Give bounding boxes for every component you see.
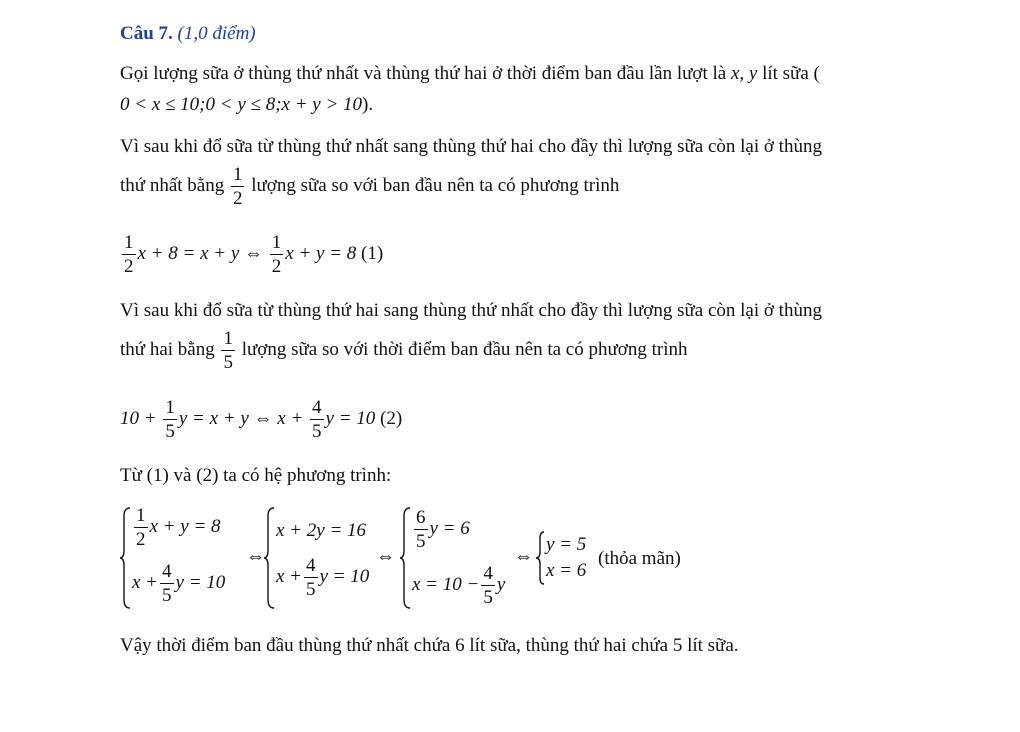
system-4: [536, 530, 706, 586]
system-4-note: (thỏa mãn): [598, 548, 681, 569]
s1-frac-1: $\frac{1}{2}$: [136, 505, 146, 550]
system-4-row-1: [546, 534, 586, 556]
eq2-pre: 10 +: [120, 407, 157, 429]
system-2-row-1: [276, 520, 366, 542]
question-heading: [120, 24, 256, 43]
s2-r2-post: y = 10: [319, 565, 370, 587]
conclusion-c: lít sữa.: [687, 635, 739, 656]
left-brace-icon: [400, 506, 412, 610]
p3-text-a: thứ hai bằng: [120, 338, 215, 360]
eq1-right: x + y = 8: [285, 242, 357, 264]
system-1-row-2: [132, 562, 225, 605]
conclusion-b: lít sữa, thùng thứ hai chứa: [469, 635, 669, 656]
p2-text-b: lượng sữa so với ban đầu nên ta có phương trình: [251, 174, 620, 196]
eq2-fraction-b: $\frac{4}{5}$: [312, 397, 322, 442]
paragraph-3-line-1: Vì sau khi đổ sữa từ thùng thứ hai sang thùng thứ nhất cho đầy thì lượng sữa còn lại ở thùng: [120, 300, 822, 321]
s2-r1-text: x + 2y = 16: [276, 520, 367, 541]
s2-frac: $\frac{4}{5}$: [306, 555, 316, 600]
s3-frac-1: $\frac{6}{5}$: [416, 507, 426, 552]
p2-text-a: thứ nhất bằng: [120, 174, 225, 196]
eq1-left: x + 8 = x + y ⇔: [137, 242, 264, 264]
p1-text-a: Gọi lượng sữa ở thùng thứ nhất và thùng thứ hai ở thời điểm ban đầu lần lượt là: [120, 63, 727, 84]
equivalence-arrow-1: ⇔: [246, 546, 265, 567]
system-2: [264, 506, 384, 610]
system-3: [400, 506, 512, 610]
s3-r2-pre: x = 10 −: [412, 573, 480, 595]
s4-r1-text: y = 5: [546, 534, 587, 555]
s3-frac-2: $\frac{4}{5}$: [483, 563, 493, 608]
s3-r1-text: y = 6: [429, 517, 470, 539]
p1-text-b: lít sữa (: [762, 63, 820, 84]
eq1-fraction-a: $\frac{1}{2}$: [124, 232, 134, 277]
fraction-one-fifth: $\frac{1}{5}$: [223, 328, 233, 373]
paragraph-2-line-2: [120, 165, 619, 208]
left-brace-icon: [536, 530, 546, 586]
eq1-fraction-b: $\frac{1}{2}$: [271, 232, 282, 277]
question-label: Câu 7.: [120, 23, 173, 44]
system-2-row-2: [276, 556, 369, 599]
s1-r2-pre: x +: [132, 571, 159, 593]
p1-conditions: 0 < x ≤ 10;0 < y ≤ 8;x + y > 10: [120, 94, 363, 115]
eq2-post: y = 10: [325, 407, 376, 429]
p3-text-b: lượng sữa so với thời điểm ban đầu nên ta có phương trình: [241, 338, 688, 360]
question-points: (1,0 điểm): [177, 23, 256, 44]
eq1-tag: (1): [361, 242, 384, 264]
conclusion-a: Vậy thời điểm ban đầu thùng thứ nhất chứa: [120, 635, 451, 656]
eq2-mid: y = x + y ⇔ x +: [178, 407, 304, 429]
system-1: [120, 506, 240, 610]
system-3-row-1: [412, 508, 470, 551]
s1-frac-2: $\frac{4}{5}$: [162, 561, 172, 606]
left-brace-icon: [264, 506, 276, 610]
system-1-row-1: [132, 506, 221, 549]
paragraph-2-line-1: Vì sau khi đổ sữa từ thùng thứ nhất sang thùng thứ hai cho đầy thì lượng sữa còn lại ở thùng: [120, 136, 822, 157]
paragraph-1-line-1: [120, 64, 820, 83]
fraction-one-half: $\frac{1}{2}$: [232, 164, 243, 209]
paragraph-1-line-2: [120, 95, 373, 114]
equation-1: [120, 233, 383, 276]
equivalence-arrow-3: ⇔: [514, 546, 533, 567]
p1-vars: x, y: [730, 63, 758, 84]
s2-r2-pre: x +: [276, 565, 303, 587]
s4-r2-text: x = 6: [546, 560, 587, 581]
eq2-fraction-a: $\frac{1}{5}$: [165, 397, 175, 442]
system-4-row-2: [546, 560, 586, 582]
paragraph-4: Từ (1) và (2) ta có hệ phương trình:: [120, 465, 392, 486]
eq2-tag: (2): [380, 407, 403, 429]
s1-r1-text: x + y = 8: [149, 515, 221, 537]
system-3-row-2: [412, 564, 505, 607]
conclusion: [120, 636, 739, 655]
equivalence-arrow-2: ⇔: [376, 546, 395, 567]
conclusion-v2: 5: [672, 635, 683, 656]
left-brace-icon: [120, 506, 132, 610]
s3-r2-post: y: [496, 573, 506, 595]
equation-2: [120, 398, 402, 441]
conclusion-v1: 6: [455, 635, 465, 656]
paragraph-3-line-2: [120, 329, 687, 372]
p1-close: ).: [362, 94, 374, 115]
s1-r2-post: y = 10: [175, 571, 226, 593]
